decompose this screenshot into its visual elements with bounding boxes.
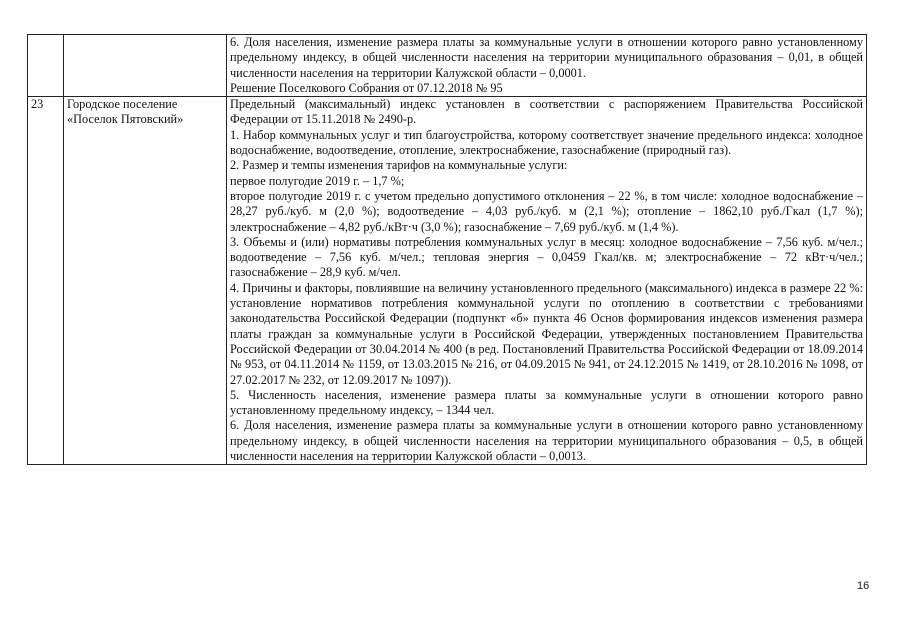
municipality-name [64,35,227,97]
paragraph: 5. Численность населения, изменение размера платы за коммунальные услуги в отношении которого равно установленному предельному индексу, – 1344 чел. [230,387,863,418]
row-content [227,35,867,97]
row-content [227,97,867,465]
table-row [28,97,867,465]
row-number: 23 [28,97,64,465]
municipality-name: Городское поселение «Поселок Пятовский» [64,97,227,465]
paragraph: 3. Объемы и (или) нормативы потребления коммунальных услуг в месяц: холодное водоснабжение – 7,56 куб. м/чел.; водоотведение – 7,56 куб. м/чел.; тепловая энергия – 0,0459 Гкал/кв. м; электроснабжение – 72 кВт·ч/чел.; газоснабжение – 28,9 куб. м/чел. [230,234,863,280]
paragraph: первое полугодие 2019 г. – 1,7 %; [230,173,405,188]
paragraph: 4. Причины и факторы, повлиявшие на величину установленного предельного (максимального) индекса в размере 22 %: установление нормативов потребления коммунальной услуги по отоплению в соответствии с требованиями законодательства Российской Федерации (подпункт «б» пункта 46 Основ формирования индексов изменения размера платы граждан за коммунальные услуги в Российской Федерации, утвержденных постановлением Правительства Российской Федерации от 30.04.2014 № 400 (в ред. Постановлений Правительства Российской Федерации от 18.09.2014 № 953, от 04.11.2014 № 1159, от 13.03.2015 № 216, от 04.09.2015 № 941, от 24.12.2015 № 1419, от 28.10.2016 № 1098, от 27.02.2017 № 232, от 12.09.2017 № 1097)). [230,280,863,387]
page-number: 16 [857,580,870,592]
paragraph: 2. Размер и темпы изменения тарифов на коммунальные услуги: [230,158,568,173]
paragraph: 1. Набор коммунальных услуг и тип благоустройства, которому соответствует значение предельного индекса: холодное водоснабжение, водоотведение, отопление, электроснабжение, газоснабжение (природный газ). [230,127,863,158]
document-table [27,34,867,465]
paragraph: 6. Доля населения, изменение размера платы за коммунальные услуги в отношении которого равно установленному предельному индексу, в общей численности населения на территории муниципального образования – 0,01, в общей численности населения на территории Калужской области – 0,0001. [230,35,863,80]
table-row [28,35,867,97]
row-number [28,35,64,97]
paragraph: второе полугодие 2019 г. с учетом предельно допустимого отклонения – 22 %, в том числе: холодное водоснабжение – 28,27 руб./куб. м (2,0 %); водоотведение – 4,03 руб./куб. м (2,1 %); отопление – 1862,10 руб./Гкал (1,7 %); электроснабжение – 4,82 руб./кВт·ч (3,0 %); газоснабжение – 7,69 руб./куб. м (1,4 %). [230,188,863,234]
paragraph: Предельный (максимальный) индекс установлен в соответствии с распоряжением Правительства Российской Федерации от 15.11.2018 № 2490-р. [230,97,863,127]
paragraph: Решение Поселкового Собрания от 07.12.2018 № 95 [230,80,503,95]
paragraph: 6. Доля населения, изменение размера платы за коммунальные услуги в отношении которого равно установленному предельному индексу, в общей численности населения на территории муниципального образования – 0,5, в общей численности населения на территории Калужской области – 0,0013. [230,418,863,464]
